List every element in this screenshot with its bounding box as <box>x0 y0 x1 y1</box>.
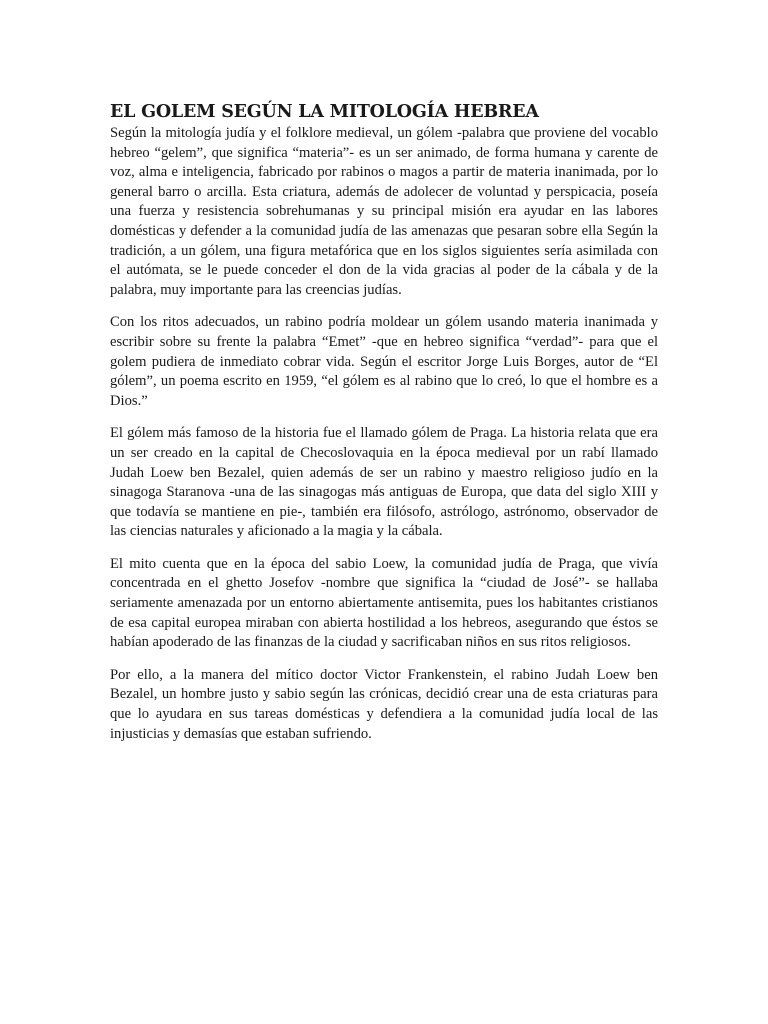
paragraph-4: El mito cuenta que en la época del sabio Loew, la comunidad judía de Praga, que vivía concentrada en el ghetto Josefov -nombre que significa la “ciudad de José”- se hallaba seriamente amenazada por un entorno abiertamente antisemita, pues los habitantes cristianos de esa capital europea miraban con abierta hostilidad a los hebreos, asegurando que éstos se habían apoderado de las finanzas de la ciudad y sacrificaban niños en sus ritos religiosos. <box>110 555 658 651</box>
document-title: EL GOLEM SEGÚN LA MITOLOGÍA HEBREA <box>110 102 539 122</box>
paragraph-3: El gólem más famoso de la historia fue el llamado gólem de Praga. La historia relata que era un ser creado en la capital de Checoslovaquia en la época medieval por un rabí llamado Judah Loew ben Bezalel, quien además de ser un rabino y maestro religioso judío en la sinagoga Staranova -una de las sinagogas más antiguas de Europa, que data del siglo XIII y que todavía se mantiene en pie-, también era filósofo, astrólogo, astrónomo, observador de las ciencias naturales y aficionado a la magia y la cábala. <box>110 425 658 540</box>
paragraph-5: Por ello, a la manera del mítico doctor Victor Frankenstein, el rabino Judah Loew ben Bezalel, un hombre justo y sabio según las crónicas, decidió crear una de esta criaturas para que lo ayudara en sus tareas domésticas y defendiera a la comunidad judía local de las injusticias y demasías que estaban sufriendo. <box>110 666 658 742</box>
document-page <box>110 100 658 757</box>
paragraph-2: Con los ritos adecuados, un rabino podría moldear un gólem usando materia inanimada y escribir sobre su frente la palabra “Emet” -que en hebreo significa “verdad”- para que el golem pudiera de inmediato cobrar vida. Según el escritor Jorge Luis Borges, autor de “El gólem”, un poema escrito en 1959, “el gólem es al rabino que lo creó, lo que el hombre es a Dios.” <box>110 314 658 409</box>
paragraph-1: Según la mitología judía y el folklore medieval, un gólem -palabra que proviene del vocablo hebreo “gelem”, que significa “materia”- es un ser animado, de forma humana y carente de voz, alma e inteligencia, fabricado por rabinos o magos a partir de materia inanimada, por lo general barro o arcilla. Esta criatura, además de adolecer de voluntad y perspicacia, poseía una fuerza y resistencia sobrehumanas y su principal misión era ayudar en las labores domésticas y defender a la comunidad judía de las amenazas que pesaran sobre ella Según la tradición, a un gólem, una figura metafórica que en los siglos siguientes sería asimilada con el autómata, se le puede conceder el don de la vida gracias al poder de la cábala y de la palabra, muy importante para las creencias judías. <box>110 125 658 298</box>
